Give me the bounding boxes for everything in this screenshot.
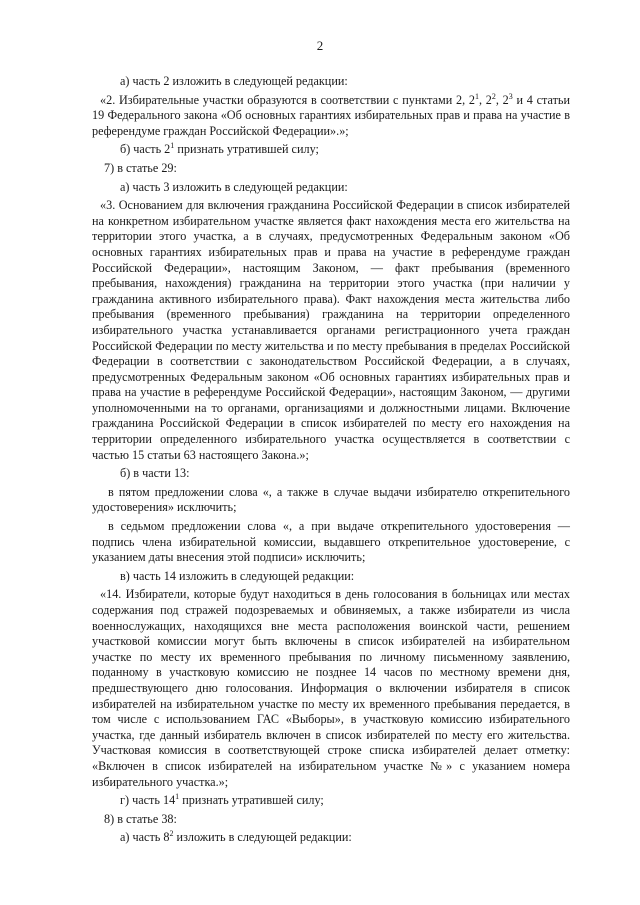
superscript: 1 bbox=[474, 91, 479, 101]
paragraph-quote-part2: «2. Избирательные участки образуются в соответствии с пунктами 2, $2^1$, $2^2$, $2^3$ и 4 статьи 19 Федерального закона «Об основных гарантиях избирательных прав и права на участие в референдуме граждан Российской Федерации».»; bbox=[92, 91, 570, 138]
paragraph-b-part13: б) в части 13: bbox=[120, 466, 190, 481]
superscript: 1 bbox=[175, 792, 180, 802]
paragraph-a-part2: а) часть 2 изложить в следующей редакции: bbox=[120, 74, 348, 88]
superscript: 2 bbox=[491, 91, 496, 101]
paragraph-item7: 7) в статье 29: bbox=[104, 160, 177, 175]
superscript: 2 bbox=[169, 829, 174, 839]
paragraph-a-part3: а) часть 3 изложить в следующей редакции: bbox=[120, 179, 348, 194]
superscript: 3 bbox=[508, 91, 513, 101]
superscript: 1 bbox=[170, 141, 175, 151]
document-body bbox=[92, 74, 570, 849]
paragraph-quote-part14: «14. Избиратели, которые будут находиться в день голосования в больницах или местах содержания под стражей подозреваемых и обвиняемых, а также избиратели из числа военнослужащих, находящихся вне места расположения воинской части, решением участковой комиссии могут быть включены в список избирателей на избирательном участке по месту их временного пребывания по личному письменному заявлению, поданному в участковую комиссию не позднее 14 часов по местному времени дня, предшествующего дню голосования. Информация о включении избирателя в список избирателей на избирательном участке по месту их временного пребывания передается, в том числе с использованием ГАС «Выборы», в участковую комиссию избирательного участка, где данный избиратель включен в список избирателей по месту его жительства. Участковая комиссия в соответствующей строке списка избирателей делает отметку: «Включен в список избирателей на избирательном участке №» с указанием номера избирательного участка.»; bbox=[92, 587, 570, 789]
paragraph-b-part2-1: б) часть $2^1$ признать утратившей силу; bbox=[120, 141, 319, 157]
paragraph-seventh-sentence: в седьмом предложении слова «, а при выдаче открепительного удостоверения — подпись члена избирательной комиссии, выдавшего открепительное удостоверение, с указанием даты внесения этой подписи» исключить; bbox=[92, 519, 570, 565]
paragraph-a-part8-2: а) часть $8^2$ изложить в следующей редакции: bbox=[120, 829, 352, 845]
paragraph-item8: 8) в статье 38: bbox=[104, 811, 177, 826]
paragraph-g-part14-1: г) часть $14^1$ признать утратившей силу; bbox=[120, 792, 324, 808]
paragraph-fifth-sentence: в пятом предложении слова «, а также в случае выдачи избирателю открепительного удостоверения» исключить; bbox=[92, 484, 570, 515]
paragraph-v-part14: в) часть 14 изложить в следующей редакции: bbox=[120, 568, 355, 583]
page-number: 2 bbox=[316, 38, 324, 53]
paragraph-quote-part3: «3. Основанием для включения гражданина Российской Федерации в список избирателей на конкретном избирательном участке является факт нахождения места его жительства на территории этого участка, а в случаях, предусмотренных Федеральным законом «Об основных гарантиях избирательных прав и права на участие в референдуме граждан Российской Федерации», настоящим Законом, — факт пребывания (временного пребывания, нахождения) гражданина на территории этого участка (при наличии у гражданина активного избирательного права). Факт нахождения места жительства либо пребывания (временного пребывания) гражданина на территории определенного избирательного участка устанавливается органами регистрационного учета граждан Российской Федерации по месту жительства и по месту пребывания в пределах Российской Федерации в соответствии с законодательством Российской Федерации, а в случаях, предусмотренных Федеральным законом «Об основных гарантиях избирательных прав и права на участие в референдуме Российской Федерации», настоящим Законом, — другими уполномоченными на то органами, организациями и должностными лицами. Включение гражданина Российской Федерации в список избирателей по месту его нахождения на территории определенного избирательного участка осуществляется в соответствии с частью 15 статьи 63 настоящего Закона.»; bbox=[92, 198, 570, 462]
